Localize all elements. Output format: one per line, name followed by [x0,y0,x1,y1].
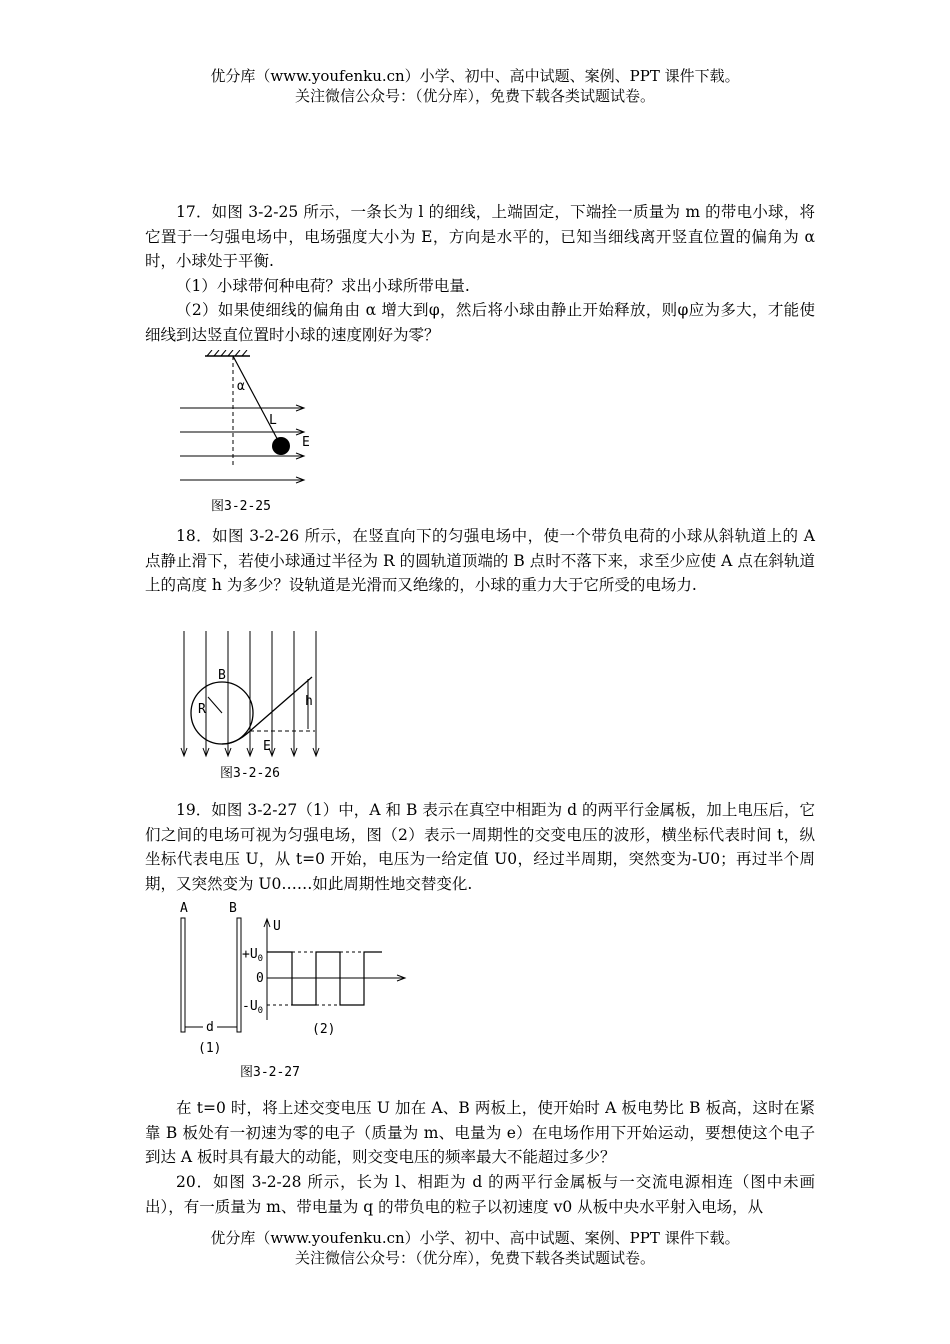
field-label: E [302,435,310,450]
figure-caption: 图3-2-26 [220,766,280,781]
subfigure-1-label: (1) [198,1041,222,1056]
subfigure-2-label: (2) [312,1022,336,1037]
figure-3-2-27 [172,900,417,1085]
plate-a [181,918,185,1032]
u-axis-label: U [273,919,281,934]
height-label: h [305,694,313,709]
figure-caption: 图3-2-25 [211,499,271,514]
q19-text-continued: 在 t=0 时，将上述交变电压 U 加在 A、B 两板上，使开始时 A 板电势比 B 板高，这时在紧靠 B 板处有一初速为零的电子（质量为 m、电量为 e）在电场作用下开始运动，要想使这个电子到达 A 板时具有最大的动能，则交变电压的频率最大不能超过多少？ [145,1099,815,1166]
radius-line [208,697,222,713]
header-line-2: 关注微信公众号：（优分库），免费下载各类试题试卷。 [294,87,655,105]
incline-track [222,677,312,744]
ceiling-hatching [207,350,247,356]
plate-b [237,918,241,1032]
length-label: L [269,413,277,428]
figure-caption: 图3-2-27 [240,1065,300,1080]
figure-3-2-26 [170,625,330,785]
figure-3-2-25 [175,350,325,520]
plate-b-label: B [229,901,237,916]
radius-label: R [198,702,206,717]
q17-text: 17．如图 3-2-25 所示，一条长为 l 的细线，上端固定，下端拴一质量为 m 的带电小球，将它置于一匀强电场中，电场强度大小为 E，方向是水平的，已知当细线离开竖直位置的偏角为 α 时，小球处于平衡. [145,203,815,270]
q17-part1: （1）小球带何种电荷？求出小球所带电量. [176,277,470,295]
minus-u0-label: $-U_0$ [242,999,264,1016]
charged-ball [272,437,290,455]
footer-line-2: 关注微信公众号：（优分库），免费下载各类试题试卷。 [294,1249,655,1267]
point-b-label: B [218,668,226,683]
plus-u0-label: $+U_0$ [242,947,264,964]
distance-label: d [206,1020,214,1035]
alpha-label: α [237,379,245,394]
header-line-1: 优分库（www.youfenku.cn）小学、初中、高中试题、案例、PPT 课件下载。 [210,67,740,85]
q20-text: 20．如图 3-2-28 所示，长为 l、相距为 d 的两平行金属板与一交流电源相连（图中未画出），有一质量为 m、带电量为 q 的带负电的粒子以初速度 v0 从板中央水平射入电场，从 [145,1173,815,1216]
zero-label: 0 [256,971,264,986]
plate-a-label: A [180,901,188,916]
q18-text: 18．如图 3-2-26 所示，在竖直向下的匀强电场中，使一个带负电荷的小球从斜轨道上的 A 点静止滑下，若使小球通过半径为 R 的圆轨道顶端的 B 点时不落下来，求至少应使 A 点在斜轨道上的高度 h 为多少？设轨道是光滑而又绝缘的，小球的重力大于它所受的电场力. [145,527,815,594]
q17-part2: （2）如果使细线的偏角由 α 增大到φ，然后将小球由静止开始释放，则φ应为多大，才能使细线到达竖直位置时小球的速度刚好为零？ [145,301,815,344]
q19-text: 19．如图 3-2-27（1）中，A 和 B 表示在真空中相距为 d 的两平行金属板，加上电压后，它们之间的电场可视为匀强电场，图（2）表示一周期性的交变电压的波形，横坐标代表时间 t，纵坐标代表电压 U，从 t=0 开始，电压为一给定值 U0，经过半周期，突然变为-U0；再过半个周期，又突然变为 U0……如此周期性地交替变化. [145,801,815,893]
field-label: E [263,739,271,754]
footer-line-1: 优分库（www.youfenku.cn）小学、初中、高中试题、案例、PPT 课件下载。 [210,1229,740,1247]
